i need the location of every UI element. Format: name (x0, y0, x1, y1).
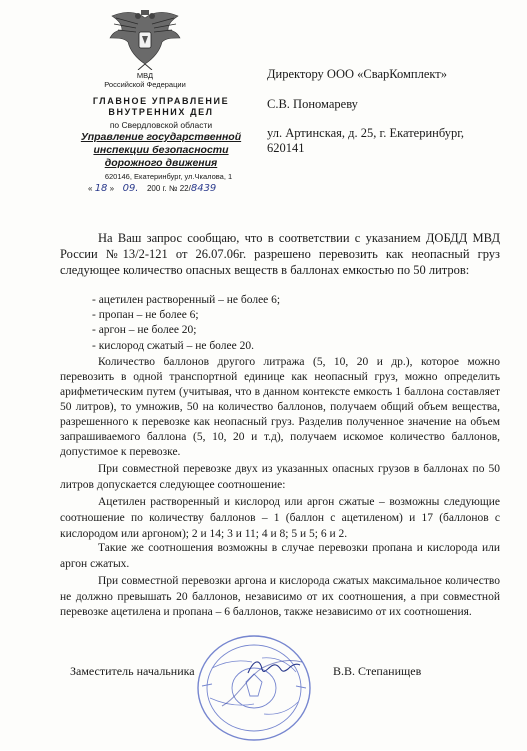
dept-line1: Управление государственной (80, 131, 242, 143)
dept-line3: дорожного движения (104, 157, 218, 169)
paragraph-4: Ацетилен растворенный и кислород или аргон сжатые – возможны следующие соотношение по количеству баллонов – 1 (баллон с ацетиленом) и 17 (баллонов с кислородом или аргоном); 2 и 14; 3 и 11; 4 и 8; 5 и 5; 6 и 2. (60, 496, 500, 540)
outgoing-number: 8439 (190, 183, 217, 194)
paragraph-5: Такие же соотношения возможны в случае перевозки пропана и кислорода или аргон сжатых. (60, 542, 500, 570)
paragraph-6: При совместной перевозки аргона и кислорода сжатых максимальное количество не должно превышать 20 баллонов, независимо от их соотношения, а при совместной перевозке ацетилена и пропана – 6 баллонов, также независимо от их соотношения. (60, 575, 500, 618)
paragraph-2: Количество баллонов другого литража (5, 10, 20 и др.), которое можно перевозить в одной транспортной единице как неопасный груз, можно определить арифметическим путем (учитывая, что в данном контексте емкость 1 баллона составляет 50 литров), то умножив, 50 на количество баллонов, получаем общий объем вещества, разрешенного к перевозке как неопасный груз. Разделив полученное значение на объем запрашиваемого баллона (5, 10, 20 и т.д), получаем искомое количество баллонов, допустимое к перевозке. (60, 356, 500, 458)
list-item-acetylene: - ацетилен растворенный – не более 6; (92, 294, 281, 306)
list-item-argon: - аргон – не более 20; (92, 324, 197, 336)
recipient-line4: 620141 (267, 141, 305, 155)
handwritten-signature (244, 655, 304, 679)
recipient-line1: Директору ООО «СварКомплект» (267, 67, 447, 81)
paragraph-1: На Ваш запрос сообщаю, что в соответствии с указанием ДОБДД МВД России №13/2-121 от 26.07.06г. разрешено перевозить как неопасный груз следующее количество опасных веществ в баллонах емкостью по 50 литров: (60, 231, 500, 277)
date-open-quote: « (88, 184, 93, 193)
date-year-number: 200 г. № 22/ (146, 184, 191, 193)
header-line5: по Свердловской области (109, 120, 213, 130)
list-item-oxygen: - кислород сжатый – не более 20. (92, 340, 254, 352)
date-number-line (88, 183, 216, 194)
mvd-eagle-emblem (108, 8, 182, 70)
signatory-name: В.В. Степанищев (333, 664, 422, 678)
header-line3: ГЛАВНОЕ УПРАВЛЕНИЕ (92, 96, 230, 106)
paragraph-3: При совместной перевозке двух из указанных опасных грузов в баллонах по 50 литров допускается следующее соотношение: (60, 463, 500, 491)
letterhead-address: 620146, Екатеринбург, ул.Чкалова, 1 (104, 172, 233, 181)
list-item-propane: - пропан – не более 6; (92, 309, 199, 321)
date-month: 09. (122, 183, 139, 194)
date-close-quote: » (109, 184, 115, 193)
header-line1: МВД (136, 71, 154, 80)
official-round-stamp (192, 628, 316, 746)
date-day: 18 (94, 183, 108, 194)
recipient-line3: ул. Артинская, д. 25, г. Екатеринбург, (267, 126, 465, 140)
header-line4: ВНУТРЕННИХ ДЕЛ (108, 107, 214, 117)
signatory-title: Заместитель начальника (70, 664, 195, 678)
header-line2: Российской Федерации (104, 80, 186, 89)
recipient-line2: С.В. Пономареву (267, 97, 358, 111)
dept-line2: инспекции безопасности (93, 144, 229, 156)
